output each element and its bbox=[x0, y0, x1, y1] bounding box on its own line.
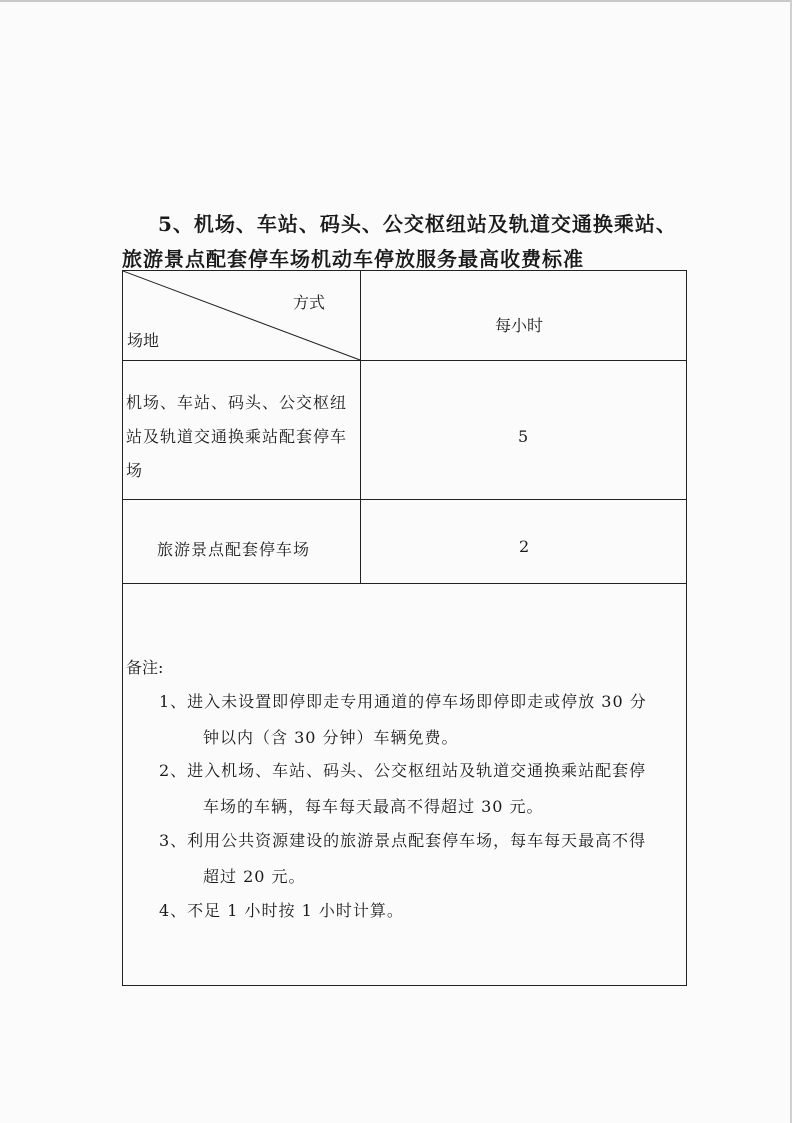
row-divider-1 bbox=[123, 499, 686, 500]
header-site-label: 场地 bbox=[127, 331, 160, 350]
header-method-label: 方式 bbox=[293, 293, 326, 312]
note-text: 3、利用公共资源建设的旅游景点配套停车场，每车每天最高不得 bbox=[159, 831, 647, 850]
row2-site-cell: 旅游景点配套停车场 bbox=[157, 540, 311, 559]
note-text: 钟以内（含 30 分钟）车辆免费。 bbox=[203, 728, 459, 747]
row1-site-cell: 机场、车站、码头、公交枢纽站及轨道交通换乘站配套停车场 bbox=[126, 393, 348, 480]
note-item bbox=[159, 684, 647, 756]
row1-value-cell: 5 bbox=[518, 427, 529, 446]
column-divider bbox=[360, 271, 361, 584]
scan-edge-top bbox=[0, 0, 792, 2]
note-text: 车场的车辆，每车每天最高不得超过 30 元。 bbox=[203, 797, 544, 816]
note-item bbox=[159, 893, 404, 929]
note-text: 2、进入机场、车站、码头、公交枢纽站及轨道交通换乘站配套停 bbox=[159, 761, 647, 780]
note-text: 超过 20 元。 bbox=[203, 867, 306, 886]
note-item bbox=[159, 823, 646, 895]
notes-title: 备注: bbox=[126, 658, 164, 677]
fee-table bbox=[122, 270, 687, 986]
note-text: 4、不足 1 小时按 1 小时计算。 bbox=[159, 901, 404, 920]
document-title-line1: 5、机场、车站、码头、公交枢纽站及轨道交通换乘站、 bbox=[158, 212, 677, 236]
row-divider-2 bbox=[123, 583, 686, 584]
row2-value-cell: 2 bbox=[519, 537, 530, 556]
header-per-hour-label: 每小时 bbox=[495, 316, 544, 335]
note-item bbox=[159, 753, 646, 825]
note-text: 1、进入未设置即停即走专用通道的停车场即停即走或停放 30 分 bbox=[159, 692, 647, 711]
row-divider-header bbox=[123, 360, 686, 361]
document-title-line2: 旅游景点配套停车场机动车停放服务最高收费标准 bbox=[122, 247, 584, 271]
